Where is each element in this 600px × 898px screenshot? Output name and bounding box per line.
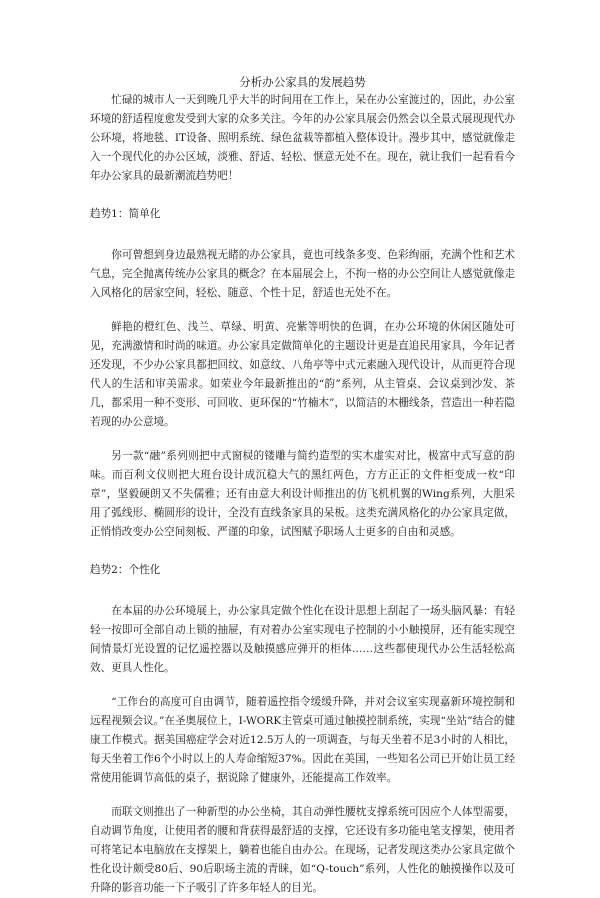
document-title: 分析办公家具的发展趋势 [239,75,366,89]
paragraph: 在本届的办公环境展上，办公家具定做个性化在设计思想上刮起了一场头脑风暴：有轻轻一按即可全部自动上锁的抽屉，有对着办公室实现电子控制的小小触摸屏，还有能实现空间情景灯光设置的记忆遥控器以及触摸感应弹开的柜体……这些都使现代办公生活轻松高效、更具人性化。 [90,605,515,674]
paragraph: 另一款“融”系列则把中式窗棂的镂雕与简约造型的实木虚实对比，极富中式写意的韵味。而百利文仪则把大班台设计成沉稳大气的黑红两色，方方正正的文件柜变成一枚“印章”，坚毅硬朗又不失儒雅；还有由意大利设计师推出的仿飞机机翼的Wing系列，大胆采用了弧线形、椭圆形的设计，全没有直线条家具的呆板。这类充满风格化的办公家具定做，正悄悄改变办公空间刻板、严谨的印象，试图赋予职场人士更多的自由和灵感。 [90,450,515,538]
document-body [90,74,515,898]
section-heading-personalization: 趋势2：个性化 [90,564,161,576]
paragraph: 你可曾想到身边最熟视无睹的办公家具，竟也可线条多变、色彩绚丽，充满个性和艺术气息，完全抛离传统办公家具的概念？在本届展会上，不拘一格的办公空间让人感觉就像走入风格化的居家空间，轻松、随意、个性十足，舒适也无处不在。 [90,249,515,299]
section-heading-simplification: 趋势1：简单化 [90,208,161,220]
intro-paragraph: 忙碌的城市人一天到晚几乎大半的时间用在工作上，呆在办公室渡过的，因此，办公室环境的舒适程度愈发受到大家的众多关注。今年的办公家具展会仍然会以全景式展现现代办公环境，将地毯、IT设备、照明系统、绿色盆栽等都植入整体设计。漫步其中，感觉就像走入一个现代化的办公区域，淡雅、舒适、轻松、惬意无处不在。现在，就让我们一起看看今年办公家具的最新潮流趋势吧！ [90,94,515,182]
paragraph: “工作台的高度可自由调节，随着遥控指令缓缓升降，并对会议室实现嘉新环境控制和远程视频会议。”在圣奥展位上，I-WORK主管桌可通过触摸控制系统，实现“坐站”结合的健康工作模式。据美国癌症学会对近12.5万人的一项调查，与每天坐着不足3小时的人相比，每天坐着工作6个小时以上的人寿命缩短37%。因此在美国，一些知名公司已开始让员工经常使用能调节高低的桌子，据说除了健康外，还能提高工作效率。 [90,696,515,784]
paragraph: 而联文则推出了一种新型的办公坐椅，其自动弹性腰枕支撑系统可因应个人体型需要，自动调节角度，让使用者的腰和背获得最舒适的支撑，它还设有多功能电笔支撑架，使用者可将笔记本电脑放在支撑架上，躺着也能自由办公。在现场，记者发现这类办公家具定做个性化设计颇受80后、90后职场主流的青睐，如“Q-touch”系列，人性化的触摸操作以及可升降的影音功能一下子吸引了许多年轻人的目光。 [90,806,515,894]
paragraph: 鲜艳的橙红色、浅兰、草绿、明黄、亮紫等明快的色调，在办公环境的休闲区随处可见，充满激情和时尚的味道。办公家具定做简单化的主题设计更是直追民用家具，今年记者还发现，不少办公家具都把回纹、如意纹、八角亭等中式元素融入现代设计，从而更符合现代人的生活和审美需求。如荣业今年最新推出的“韵”系列，从主管桌、会议桌到沙发、茶几，都采用一种不变形、可回收、更环保的“竹楠木”，以简洁的木栅线条，营造出一种若隐若现的办公意境。 [90,321,515,428]
